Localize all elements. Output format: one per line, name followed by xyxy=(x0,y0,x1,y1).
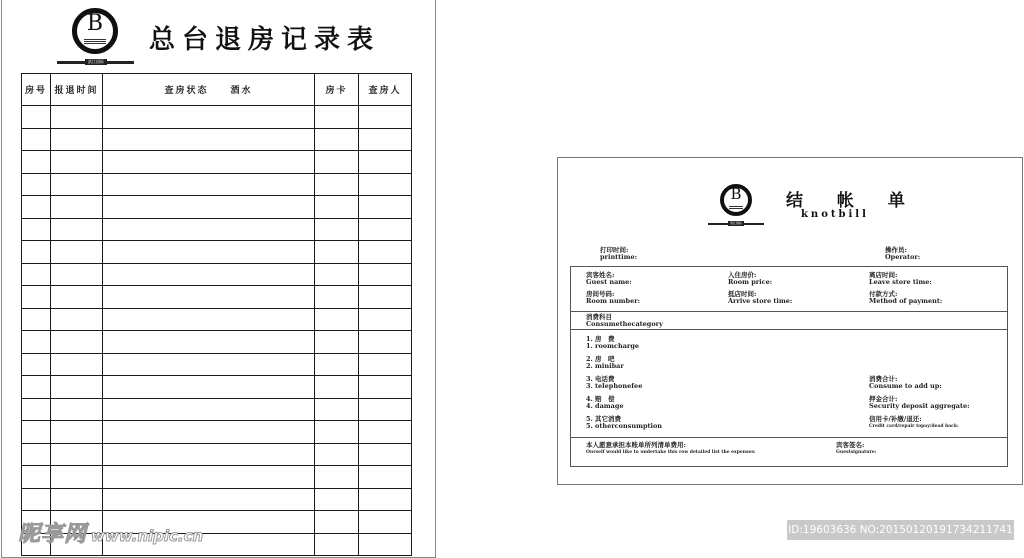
item-roomcharge: 1. 房 费 1. roomcharge xyxy=(586,335,640,350)
table-cell[interactable] xyxy=(315,263,359,286)
table-cell[interactable] xyxy=(315,286,359,309)
table-cell[interactable] xyxy=(315,466,359,489)
table-cell[interactable] xyxy=(315,308,359,331)
checkout-record-table xyxy=(21,73,412,556)
table-cell[interactable] xyxy=(103,488,315,511)
table-cell[interactable] xyxy=(359,308,412,331)
table-cell[interactable] xyxy=(315,398,359,421)
table-cell[interactable] xyxy=(315,376,359,399)
table-cell[interactable] xyxy=(359,286,412,309)
hotel-logo xyxy=(52,2,152,64)
table-cell[interactable] xyxy=(51,331,103,354)
table-cell[interactable] xyxy=(103,263,315,286)
divider xyxy=(571,329,1007,330)
table-cell[interactable] xyxy=(315,443,359,466)
table-cell[interactable] xyxy=(22,106,51,129)
print-time-label: 打印时间: printtime: xyxy=(600,246,638,261)
table-cell[interactable] xyxy=(51,466,103,489)
table-cell[interactable] xyxy=(359,173,412,196)
logo-plate: 滨江国际 xyxy=(85,59,107,65)
table-cell[interactable] xyxy=(315,488,359,511)
table-cell[interactable] xyxy=(22,263,51,286)
table-cell[interactable] xyxy=(359,128,412,151)
table-cell[interactable] xyxy=(51,443,103,466)
table-cell[interactable] xyxy=(51,263,103,286)
table-cell[interactable] xyxy=(315,218,359,241)
item-minibar: 2. 房 吧 2. minibar xyxy=(586,355,624,370)
table-cell[interactable] xyxy=(51,308,103,331)
table-cell[interactable] xyxy=(22,331,51,354)
credit-card-refund-field: 信用卡/补缴/退还: Credit card/repair topay/dead back: xyxy=(869,415,959,429)
table-row xyxy=(22,106,412,129)
table-cell[interactable] xyxy=(315,533,359,556)
table-row xyxy=(22,421,412,444)
table-cell[interactable] xyxy=(103,241,315,264)
table-cell[interactable] xyxy=(359,241,412,264)
table-row xyxy=(22,241,412,264)
table-cell[interactable] xyxy=(22,286,51,309)
room-price-field: 入住房价: Room price: xyxy=(728,271,773,286)
table-cell[interactable] xyxy=(315,421,359,444)
table-row xyxy=(22,151,412,174)
table-cell[interactable] xyxy=(103,196,315,219)
divider xyxy=(571,311,1007,312)
table-header-row xyxy=(22,74,412,106)
table-cell[interactable] xyxy=(315,511,359,534)
table-cell[interactable] xyxy=(103,151,315,174)
divider xyxy=(571,437,1007,438)
knotbill-sheet xyxy=(557,157,1023,485)
logo-glyph: B xyxy=(86,11,104,36)
page-title: 总台退房记录表 xyxy=(149,25,381,55)
arrive-time-field: 抵店时间: Arrive store time: xyxy=(728,290,793,305)
table-cell[interactable] xyxy=(51,128,103,151)
leave-time-field: 离店时间: Leave store time: xyxy=(869,271,932,286)
table-cell[interactable] xyxy=(315,353,359,376)
logo-waves-icon xyxy=(729,206,743,210)
table-cell[interactable] xyxy=(359,511,412,534)
table-row xyxy=(22,308,412,331)
table-cell[interactable] xyxy=(51,376,103,399)
table-cell[interactable] xyxy=(359,533,412,556)
table-cell[interactable] xyxy=(103,376,315,399)
table-cell[interactable] xyxy=(315,196,359,219)
column-header-inspector: 查房人 xyxy=(359,74,412,106)
table-cell[interactable] xyxy=(103,308,315,331)
item-telephonefee: 3. 电话费 3. telephonefee xyxy=(586,375,643,390)
bill-subtitle: knotbill xyxy=(801,209,869,220)
table-row xyxy=(22,286,412,309)
table-row xyxy=(22,466,412,489)
table-cell[interactable] xyxy=(103,353,315,376)
bill-title: 结 帐 单 xyxy=(786,191,919,211)
agreement-statement: 本人愿意承担本账单所列清单费用: Ourself would like to undertake this row detailed list the expenses: xyxy=(586,441,756,455)
table-cell[interactable] xyxy=(359,466,412,489)
table-cell[interactable] xyxy=(22,196,51,219)
table-cell[interactable] xyxy=(51,353,103,376)
column-header-room-status-minibar: 查房状态 酒水 xyxy=(103,74,315,106)
table-row xyxy=(22,398,412,421)
consume-total-field: 消费合计: Consume to add up: xyxy=(869,375,942,390)
watermark xyxy=(18,517,203,548)
table-cell[interactable] xyxy=(22,421,51,444)
table-cell[interactable] xyxy=(51,398,103,421)
table-cell[interactable] xyxy=(315,151,359,174)
table-cell[interactable] xyxy=(103,443,315,466)
table-cell[interactable] xyxy=(22,398,51,421)
table-cell[interactable] xyxy=(315,128,359,151)
logo-wing-right xyxy=(107,61,134,64)
logo-glyph: B xyxy=(730,185,742,203)
table-cell[interactable] xyxy=(103,106,315,129)
table-cell[interactable] xyxy=(359,331,412,354)
column-header-room-card: 房卡 xyxy=(315,74,359,106)
column-header-checkout-time: 报退时间 xyxy=(51,74,103,106)
room-number-field: 房间号码: Room number: xyxy=(586,290,641,305)
table-row xyxy=(22,376,412,399)
table-row xyxy=(22,128,412,151)
item-damage: 4. 赔 偿 4. damage xyxy=(586,395,624,410)
logo-wing-left xyxy=(57,61,85,64)
table-cell[interactable] xyxy=(51,218,103,241)
table-cell[interactable] xyxy=(51,106,103,129)
watermark-brand: 昵享网 xyxy=(18,522,88,547)
logo-wing-left xyxy=(708,223,728,225)
table-row xyxy=(22,263,412,286)
table-cell[interactable] xyxy=(359,218,412,241)
table-cell[interactable] xyxy=(103,331,315,354)
table-cell[interactable] xyxy=(359,263,412,286)
table-cell[interactable] xyxy=(51,151,103,174)
table-row xyxy=(22,196,412,219)
category-header: 消费科目 Consumethecategory xyxy=(586,313,663,328)
table-cell[interactable] xyxy=(359,376,412,399)
table-cell[interactable] xyxy=(103,173,315,196)
guest-signature-field: 宾客签名: Guestsignature: xyxy=(836,441,877,455)
table-row xyxy=(22,218,412,241)
table-cell[interactable] xyxy=(51,421,103,444)
table-cell[interactable] xyxy=(315,106,359,129)
table-cell[interactable] xyxy=(103,286,315,309)
table-cell[interactable] xyxy=(359,353,412,376)
table-cell[interactable] xyxy=(359,421,412,444)
table-cell[interactable] xyxy=(22,443,51,466)
table-cell[interactable] xyxy=(103,466,315,489)
operator-label: 操作员: Operator: xyxy=(885,246,921,261)
table-cell[interactable] xyxy=(315,241,359,264)
table-row xyxy=(22,353,412,376)
table-row xyxy=(22,173,412,196)
image-id-badge: ID:19603636 NO:20150120191734211741 xyxy=(787,520,1014,540)
table-cell[interactable] xyxy=(22,173,51,196)
logo-wing-right xyxy=(744,223,764,225)
table-cell[interactable] xyxy=(103,128,315,151)
table-cell[interactable] xyxy=(359,106,412,129)
table-cell[interactable] xyxy=(22,218,51,241)
table-row xyxy=(22,331,412,354)
checkout-record-sheet xyxy=(1,0,436,558)
table-cell[interactable] xyxy=(22,241,51,264)
table-row xyxy=(22,488,412,511)
table-cell[interactable] xyxy=(359,196,412,219)
guest-name-field: 宾客姓名: Guest name: xyxy=(586,271,632,286)
table-cell[interactable] xyxy=(315,173,359,196)
table-row xyxy=(22,443,412,466)
watermark-url: www.nipic.cn xyxy=(91,527,204,545)
table-cell[interactable] xyxy=(51,241,103,264)
deposit-total-field: 押金合计: Security deposit aggregate: xyxy=(869,395,970,410)
table-cell[interactable] xyxy=(103,218,315,241)
table-cell[interactable] xyxy=(22,308,51,331)
table-cell[interactable] xyxy=(22,353,51,376)
table-cell[interactable] xyxy=(22,151,51,174)
column-header-room-number: 房号 xyxy=(22,74,51,106)
table-cell[interactable] xyxy=(51,488,103,511)
bill-details-box xyxy=(570,266,1008,467)
logo-plate: 滨江国际 xyxy=(729,221,742,225)
table-cell[interactable] xyxy=(51,286,103,309)
table-cell[interactable] xyxy=(22,376,51,399)
table-cell[interactable] xyxy=(359,398,412,421)
item-otherconsumption: 5. 其它消费 5. otherconsumption xyxy=(586,415,663,430)
table-cell[interactable] xyxy=(22,488,51,511)
table-cell[interactable] xyxy=(22,466,51,489)
table-cell[interactable] xyxy=(359,151,412,174)
table-cell[interactable] xyxy=(103,398,315,421)
hotel-logo xyxy=(706,182,766,228)
table-cell[interactable] xyxy=(51,173,103,196)
table-cell[interactable] xyxy=(103,421,315,444)
table-cell[interactable] xyxy=(359,488,412,511)
table-cell[interactable] xyxy=(51,196,103,219)
logo-waves-icon xyxy=(84,39,106,45)
payment-method-field: 付款方式: Method of payment: xyxy=(869,290,943,305)
table-cell[interactable] xyxy=(359,443,412,466)
table-cell[interactable] xyxy=(22,128,51,151)
table-cell[interactable] xyxy=(315,331,359,354)
